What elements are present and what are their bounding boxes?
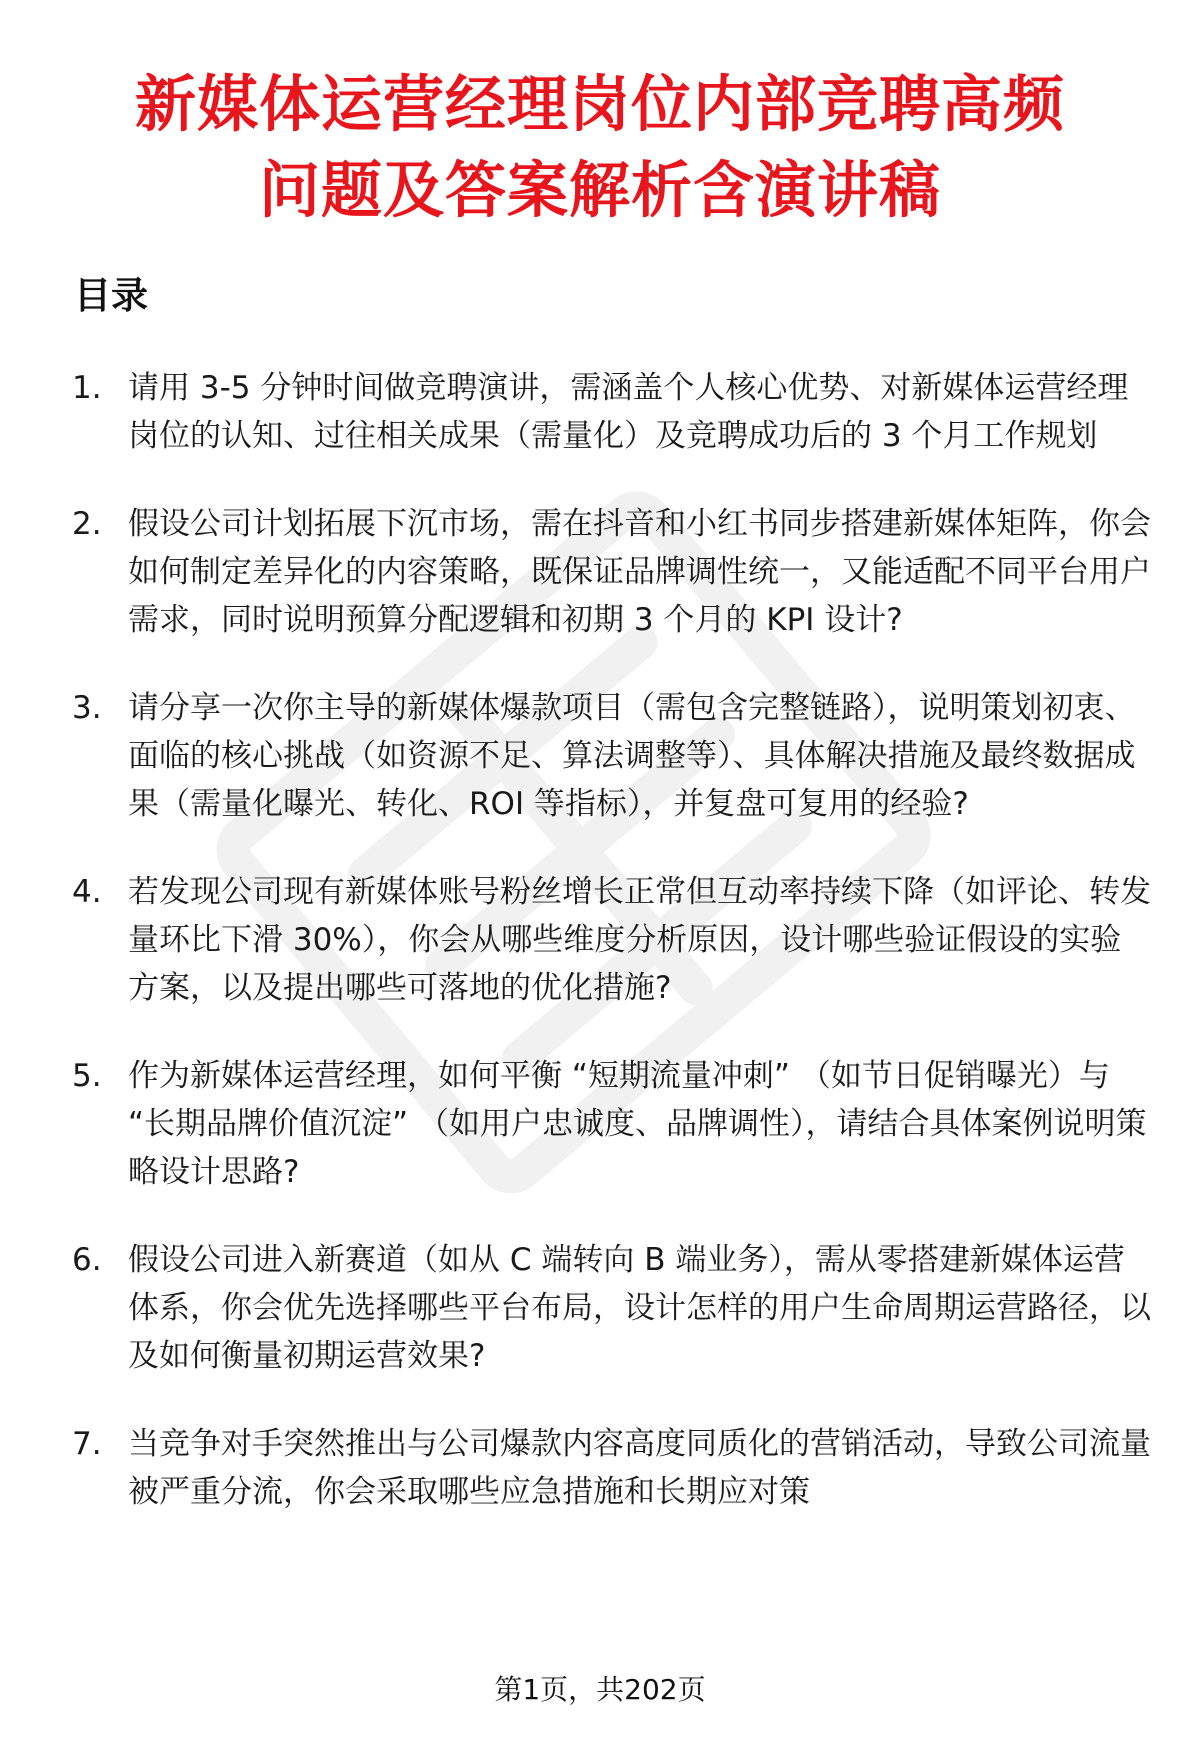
question-item: [72, 868, 1152, 1012]
question-item: [72, 1420, 1152, 1516]
question-number: 5.: [72, 1058, 102, 1094]
question-item: [72, 1236, 1152, 1380]
question-text: 请用 3-5 分钟时间做竞聘演讲，需涵盖个人核心优势、对新媒体运营经理岗位的认知、过往相关成果（需量化）及竞聘成功后的 3 个月工作规划: [128, 370, 1129, 454]
question-number: 1.: [72, 370, 102, 406]
question-list: [72, 364, 1152, 1556]
question-item: [72, 1052, 1152, 1196]
toc-heading: 目录: [74, 274, 148, 317]
question-item: [72, 684, 1152, 828]
question-number: 7.: [72, 1426, 102, 1462]
title-line-2: 问题及答案解析含演讲稿: [258, 155, 941, 226]
question-text: 假设公司计划拓展下沉市场，需在抖音和小红书同步搭建新媒体矩阵，你会如何制定差异化的内容策略，既保证品牌调性统一，又能适配不同平台用户需求，同时说明预算分配逻辑和初期 3 个月的 KPI 设计?: [128, 506, 1151, 638]
title-line-1: 新媒体运营经理岗位内部竞聘高频: [134, 69, 1065, 140]
question-item: [72, 500, 1152, 644]
question-item: [72, 364, 1152, 460]
question-text: 当竞争对手突然推出与公司爆款内容高度同质化的营销活动，导致公司流量被严重分流，你会采取哪些应急措施和长期应对策: [128, 1426, 1151, 1510]
page-number-footer: 第1页，共202页: [494, 1673, 706, 1706]
question-text: 作为新媒体运营经理，如何平衡 “短期流量冲刺” （如节日促销曝光）与 “长期品牌价值沉淀” （如用户忠诚度、品牌调性），请结合具体案例说明策略设计思路?: [128, 1058, 1147, 1190]
question-text: 若发现公司现有新媒体账号粉丝增长正常但互动率持续下降（如评论、转发量环比下滑 30%），你会从哪些维度分析原因，设计哪些验证假设的实验方案，以及提出哪些可落地的优化措施?: [128, 874, 1151, 1006]
question-number: 2.: [72, 506, 102, 542]
document-title: [0, 62, 1200, 234]
question-number: 6.: [72, 1242, 102, 1278]
question-text: 假设公司进入新赛道（如从 C 端转向 B 端业务），需从零搭建新媒体运营体系，你会优先选择哪些平台布局，设计怎样的用户生命周期运营路径，以及如何衡量初期运营效果?: [128, 1242, 1151, 1374]
question-text: 请分享一次你主导的新媒体爆款项目（需包含完整链路），说明策划初衷、面临的核心挑战（如资源不足、算法调整等）、具体解决措施及最终数据成果（需量化曝光、转化、ROI 等指标），并复盘可复用的经验?: [128, 690, 1136, 822]
question-number: 4.: [72, 874, 102, 910]
question-number: 3.: [72, 690, 102, 726]
